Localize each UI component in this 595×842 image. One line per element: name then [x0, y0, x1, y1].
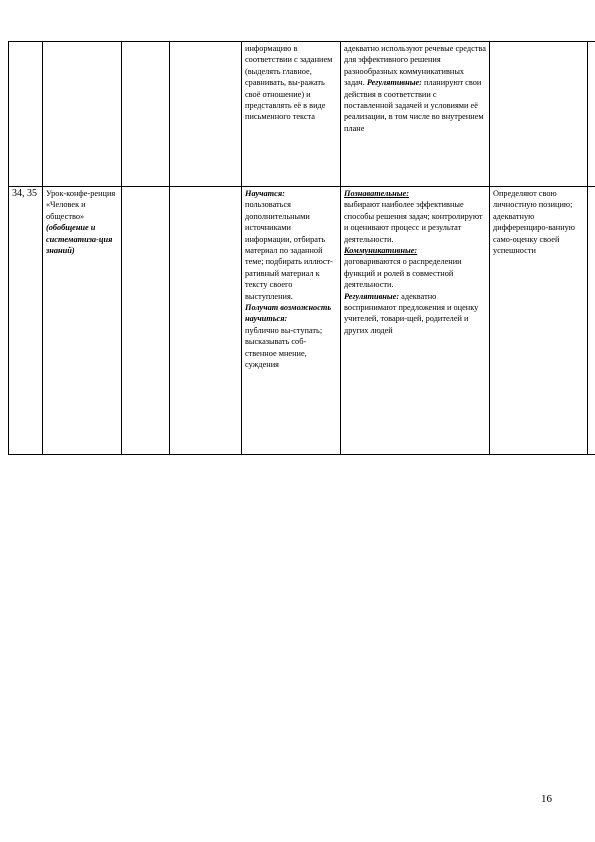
cell-last-lesson: [588, 187, 595, 455]
cell-subject-results-lesson: [242, 187, 341, 455]
cell-col4-lesson: [170, 187, 242, 455]
cognitive-text: выбирают наиболее эффективные способы решения задач; контролируют и оценивают процесс и результат деятельности.: [344, 200, 483, 244]
uud-text-1: адекватно используют речевые средства для эффективного решения разнообразных коммуникативных задач.: [344, 44, 486, 88]
cell-col3: [122, 42, 170, 187]
cell-subject-results: [242, 42, 341, 187]
cell-col4: [170, 42, 242, 187]
cell-uud: [341, 42, 490, 187]
cell-topic: [43, 42, 122, 187]
regulative-label: Регулятивные:: [366, 78, 422, 88]
personal-results: Определяют свою личностную позицию; адекватную дифференциро-ванную само-оценку своей успешности: [493, 189, 575, 256]
cell-uud-lesson: [341, 187, 490, 455]
uud-text-2: планируют свои действия в соответствии с поставленной задачей и условиями её реализации, в том числе во внутреннем плане: [344, 78, 484, 133]
cell-col3-lesson: [122, 187, 170, 455]
opportunity-text: публично вы-ступать; высказывать соб-ственное мнение, суждения: [245, 325, 323, 370]
cell-personal-lesson: [490, 187, 588, 455]
cell-last: [588, 42, 595, 187]
table-row-continuation: [9, 42, 595, 187]
learn-label: Научатся:: [245, 189, 285, 198]
subject-results-text: информацию в соответствии с заданием (выделять главное, сравнивать, вы-ражать своё отношение) и представлять её в виде письменного текста: [245, 44, 333, 122]
cell-number: [9, 42, 43, 187]
cell-lesson-number: [9, 187, 43, 455]
opportunity-label: Получат возможность научиться:: [245, 303, 332, 324]
regulative-text: адекватно воспринимают предложения и оценку учителей, товари-щей, родителей и других людей: [344, 291, 479, 335]
table-row-lesson: [9, 187, 595, 455]
cognitive-label: Познавательные:: [344, 189, 409, 198]
cell-lesson-topic: [43, 187, 122, 455]
page-number: 16: [541, 793, 552, 805]
communicative-label: Коммуникативные:: [344, 246, 418, 256]
learn-text: пользоваться дополнительными источниками информации, отбирать материал по заданной теме; подбирать иллюст-ративный материал к тексту своего выступления.: [245, 200, 333, 301]
regulative-label-lesson: Регулятивные:: [344, 291, 400, 301]
curriculum-table: [8, 41, 595, 455]
communicative-text: договариваются о распределении функций и ролей в совместной деятельности.: [344, 257, 462, 290]
lesson-type: (обобщение и систематиза-ция знаний): [46, 223, 113, 256]
lesson-number: 34, 35: [12, 188, 37, 199]
cell-personal: [490, 42, 588, 187]
lesson-topic: Урок-конфе-ренция «Человек и общество»: [46, 189, 116, 221]
